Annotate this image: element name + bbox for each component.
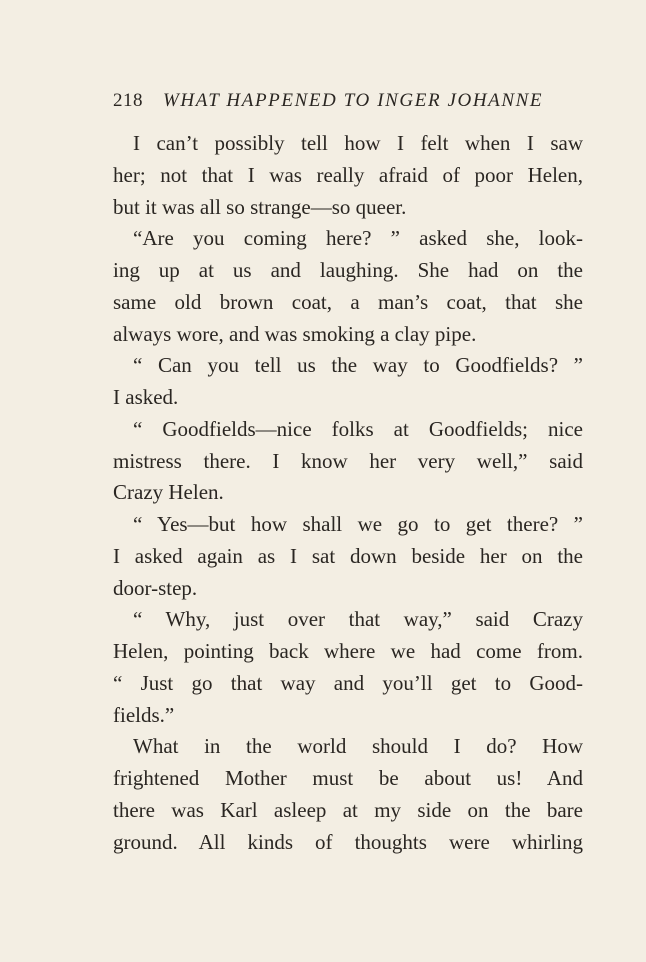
text-line: I can’t possibly tell how I felt when I saw — [133, 131, 583, 155]
text-line: “ Goodfields—nice folks at Goodfields; nice — [133, 416, 583, 441]
page-number: 218 — [113, 90, 143, 111]
text-line: always wore, and was smoking a clay pipe. — [113, 321, 477, 346]
text-line: mistress there. I know her very well,” said — [113, 448, 583, 473]
text-line: “Are you coming here? ” asked she, look- — [133, 226, 583, 251]
body-text — [113, 128, 583, 858]
text-line: I asked. — [113, 385, 179, 409]
text-line: but it was all so strange—so queer. — [113, 194, 407, 219]
text-line: ing up at us and laughing. She had on the — [113, 258, 583, 282]
text-line: What in the world should I do? How — [133, 734, 583, 759]
text-line: “ Why, just over that way,” said Crazy — [133, 607, 583, 632]
text-line: “ Can you tell us the way to Goodfields? ” — [133, 353, 583, 378]
text-line: ground. All kinds of thoughts were whirling — [113, 829, 583, 854]
text-line: fields.” — [113, 702, 175, 727]
text-line: “ Just go that way and you’ll get to Good- — [113, 670, 583, 695]
text-line: I asked again as I sat down beside her on the — [113, 543, 583, 568]
text-line: same old brown coat, a man’s coat, that she — [113, 289, 583, 314]
text-line: Helen, pointing back where we had come from. — [113, 639, 583, 663]
running-title: WHAT HAPPENED TO INGER JOHANNE — [163, 90, 544, 111]
text-line: Crazy Helen. — [113, 480, 224, 505]
text-line: frightened Mother must be about us! And — [113, 766, 583, 790]
text-line: her; not that I was really afraid of poor Helen, — [113, 162, 583, 187]
text-line: “ Yes—but how shall we go to get there? ” — [133, 512, 583, 536]
text-line: there was Karl asleep at my side on the bare — [113, 797, 583, 822]
text-line: door-step. — [113, 575, 198, 600]
running-header — [113, 90, 583, 114]
